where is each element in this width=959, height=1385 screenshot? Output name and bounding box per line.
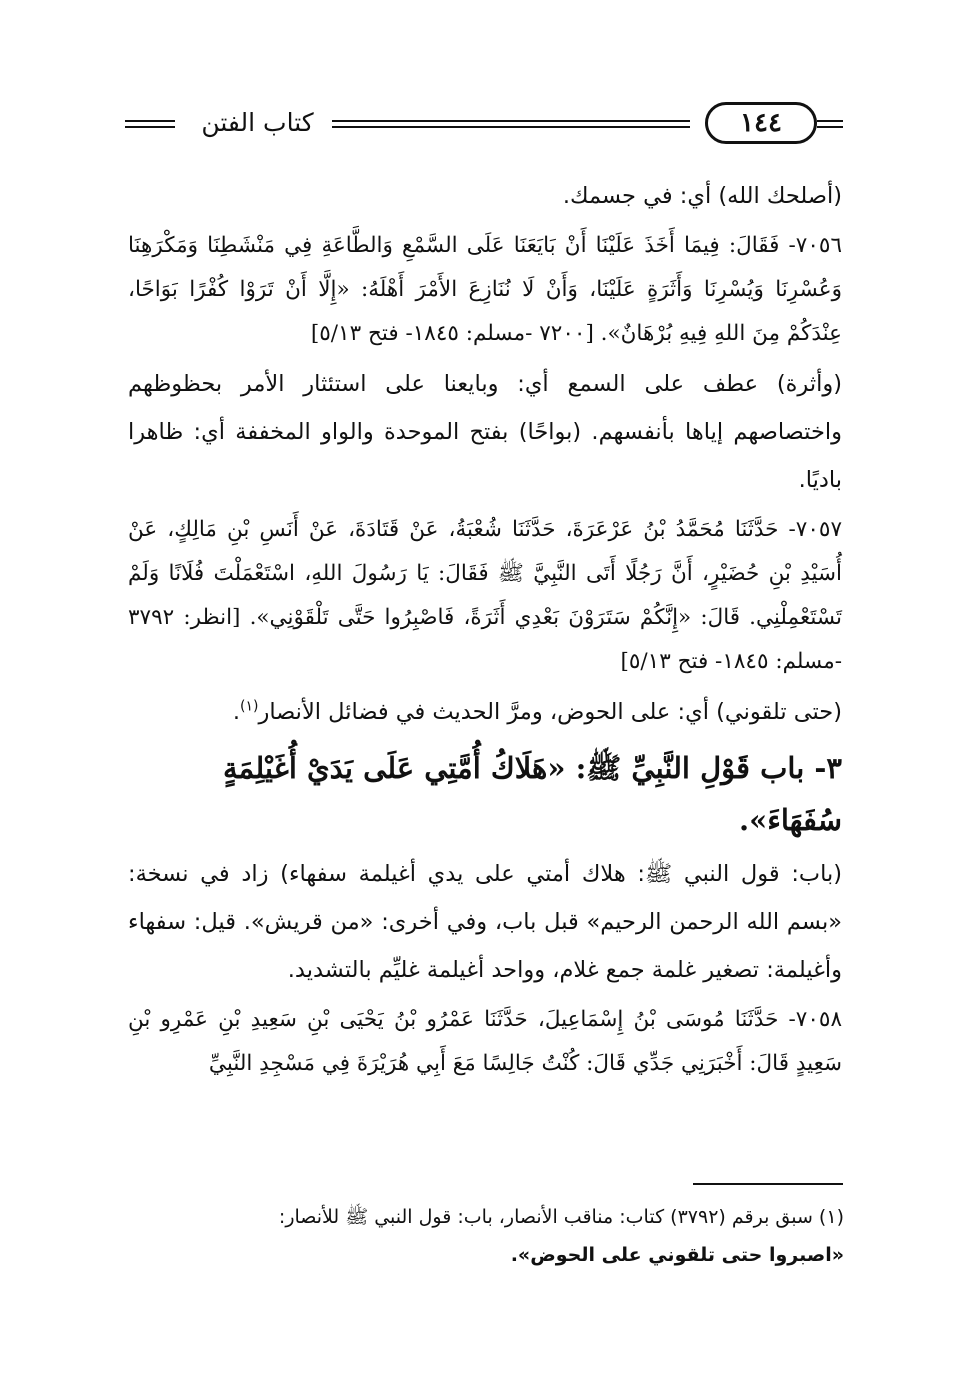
commentary-tail: .: [232, 699, 240, 725]
commentary-paragraph: (وأثرة) عطف على السمع أي: وبايعنا على استئثار الأمر بحظوظهم واختصاصهم إياها بأنفسهم. (بواحًا) بفتح الموحدة والواو المخففة أي: ظاهرا باديًا.: [128, 371, 842, 493]
commentary-paragraph: (أصلحك الله) أي: في جسمك.: [562, 183, 842, 209]
footnote-reference: (١): [239, 698, 259, 715]
book-title: كتاب الفتن: [201, 108, 314, 137]
footnote-line: (١) سبق برقم (٣٧٩٢) كتاب: مناقب الأنصار، باب: قول النبي ﷺ للأنصار:: [278, 1206, 844, 1228]
hadith-7057: ٧٠٥٧- حَدَّثَنَا مُحَمَّدُ بْنُ عَرْعَرَةَ، حَدَّثَنَا شُعْبَةُ، عَنْ قَتَادَةَ، عَنْ أَنَسِ بْنِ مَالِكٍ، عَنْ أُسَيْدِ بْنِ حُضَيْرٍ، أَنَّ رَجُلًا أَتَى النَّبِيَّ ﷺ فَقَالَ: يَا رَسُولَ اللهِ، اسْتَعْمَلْتَ فُلَانًا وَلَمْ تَسْتَعْمِلْنِي. قَالَ: «إِنَّكُمْ سَتَرَوْنَ بَعْدِي أَثَرَةً، فَاصْبِرُوا حَتَّى تَلْقَوْنِي». [انظر: ٣٧٩٢ -مسلم: ١٨٤٥- فتح ٥/١٣]: [128, 517, 842, 674]
commentary-paragraph: (باب: قول النبي ﷺ: هلاك أمتي على يدي أغيلمة سفهاء) زاد في نسخة: «بسم الله الرحمن الرحيم» قبل باب، وفي أخرى: «من قريش». قيل: سفهاء وأغيلمة: تصغير غلمة جمع غلام، وواحد أغيلمة غليِّم بالتشديد.: [128, 861, 842, 983]
hadith-7058: ٧٠٥٨- حَدَّثَنَا مُوسَى بْنُ إِسْمَاعِيلَ، حَدَّثَنَا عَمْرُو بْنُ يَحْيَى بْنِ سَعِيدِ بْنِ عَمْرِو بْنِ سَعِيدٍ قَالَ: أَخْبَرَنِي جَدِّي قَالَ: كُنْتُ جَالِسًا مَعَ أَبِي هُرَيْرَةَ فِي مَسْجِدِ النَّبِيِّ: [128, 1007, 842, 1076]
hadith-7056: ٧٠٥٦- فَقَالَ: فِيمَا أَخَذَ عَلَيْنَا أَنْ بَايَعَنَا عَلَى السَّمْعِ وَالطَّاعَةِ فِي مَنْشَطِنَا وَمَكْرَهِنَا وَعُسْرِنَا وَيُسْرِنَا وَأَثَرَةٍ عَلَيْنَا، وَأَنْ لَا نُنَازِعَ الأَمْرَ أَهْلَهُ: «إِلَّا أَنْ تَرَوْا كُفْرًا بَوَاحًا، عِنْدَكُمْ مِنَ اللهِ فِيهِ بُرْهَانٌ». [٧٢٠٠ -مسلم: ١٨٤٥- فتح ٥/١٣]: [128, 233, 842, 346]
page-number-rule: [817, 120, 843, 128]
commentary-paragraph: [128, 688, 842, 736]
header-rule-left: [125, 120, 175, 128]
header-rule-middle: [332, 120, 690, 128]
footnote-separator: [693, 1183, 843, 1185]
page-number-ornament: [705, 100, 843, 148]
chapter-heading: ٣- باب قَوْلِ النَّبِيِّ ﷺ: «هَلَاكُ أُمَّتِي عَلَى يَدَيْ أُغَيْلِمَةٍ سُفَهَاءَ».: [223, 751, 842, 837]
page-number: ١٤٤: [705, 102, 817, 144]
footnote-quote: «اصبروا حتى تلقوني على الحوض».: [510, 1244, 844, 1266]
footnotes: [128, 1198, 844, 1274]
main-text: [128, 172, 842, 1090]
running-header: [125, 100, 843, 152]
commentary-text: (حتى تلقوني) أي: على الحوض، ومرَّ الحديث في فضائل الأنصار: [258, 699, 842, 725]
